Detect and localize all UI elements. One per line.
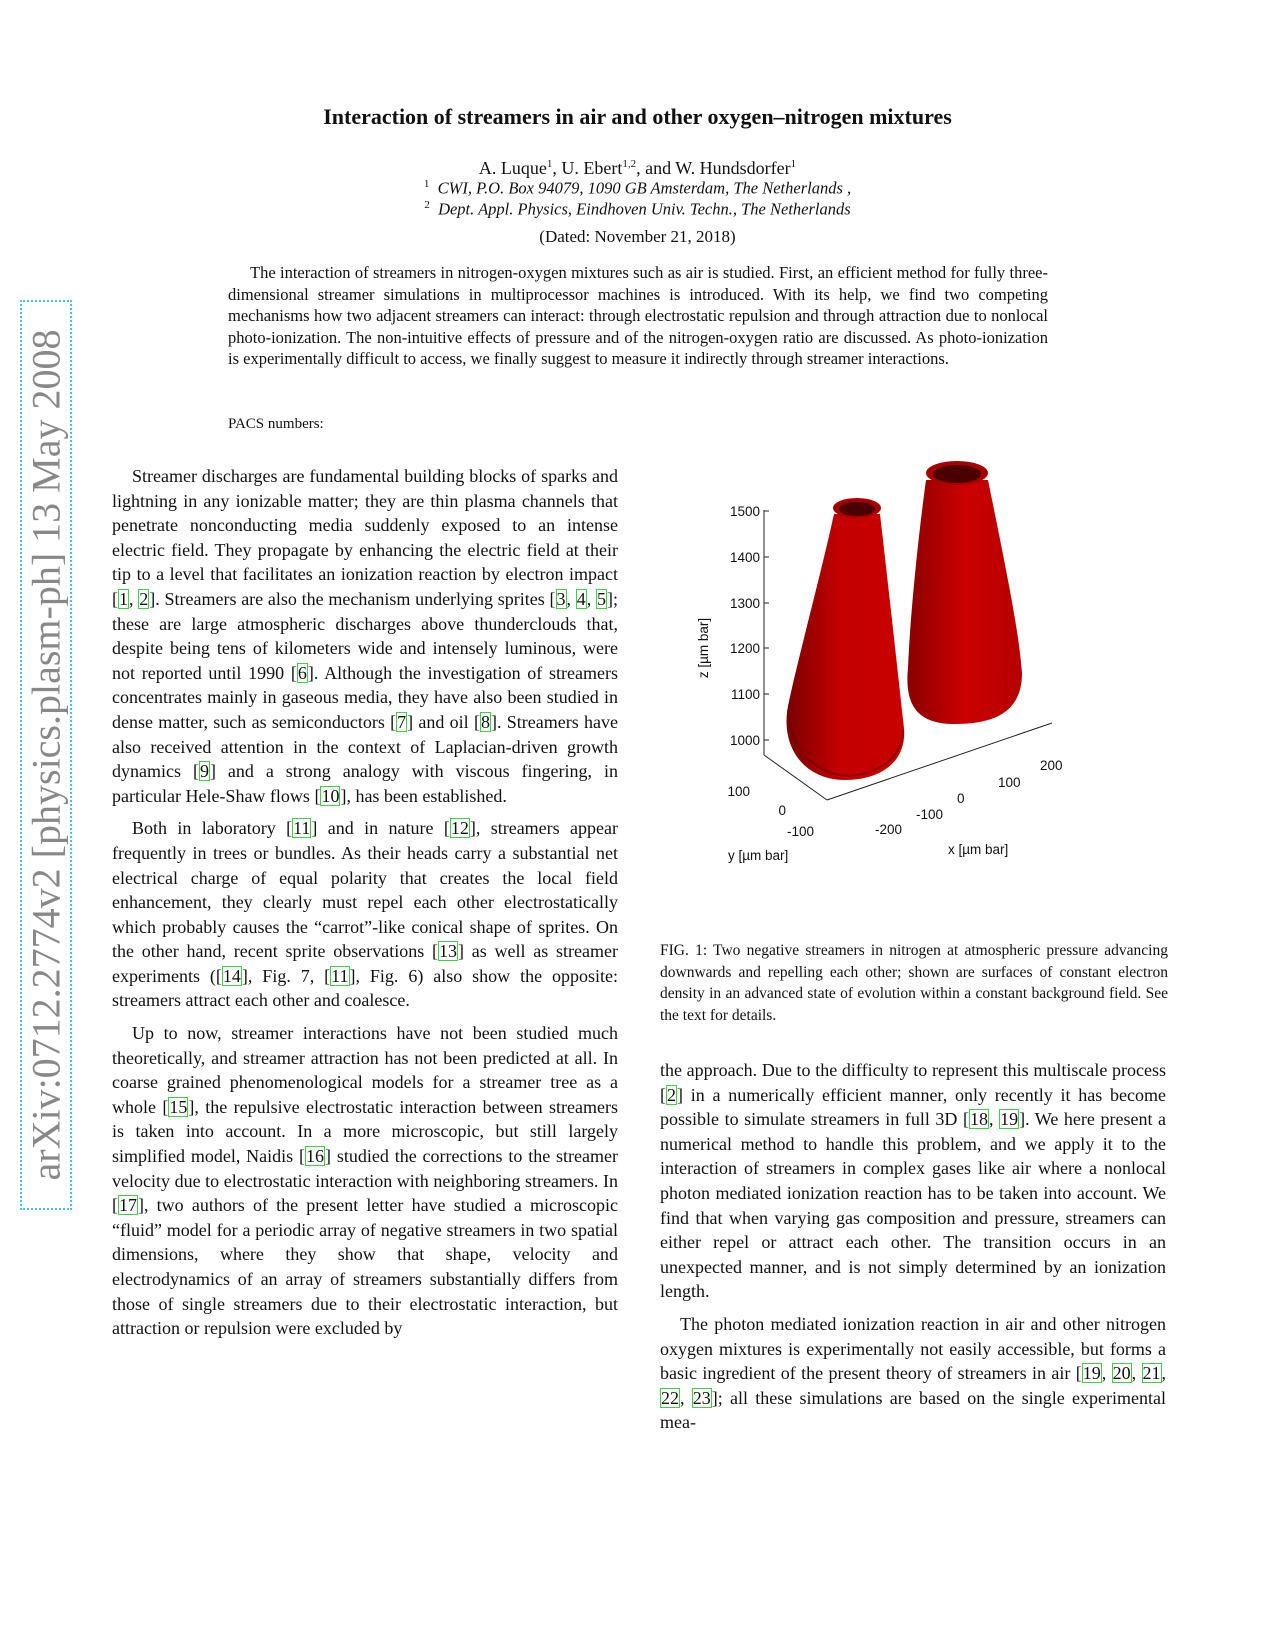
y-tick-0: 0 [778, 803, 786, 818]
x-tick-100: 100 [998, 775, 1021, 790]
text: Up to now, streamer interactions have not been studied much theoretically, and streamer attraction has not been predicted at all. In coarse grained phenomenological models for a streamer tree as a whole [112, 1023, 618, 1117]
citation-7[interactable]: 7 [397, 711, 407, 732]
sep: , [566, 588, 576, 609]
text: Streamer discharges are fundamental building blocks of sparks and lightning in any ionizable matter; they are thin plasma channels that penetrate nonconducting media suddenly exposed to an intense electric field. They propagate by enhancing the electric field at their tip to a level that facilitates an ionization reaction by electron impact [112, 466, 618, 585]
text: , has been established. [346, 785, 507, 806]
text: in a numerically efficient manner, only recently it has become possible to simulate streamers in full 3D [660, 1084, 1166, 1130]
z-axis-label: z [µm bar] [696, 617, 711, 679]
affiliation-2 [120, 199, 1155, 220]
citation-15[interactable]: 15 [169, 1096, 188, 1117]
z-tick-1500: 1500 [729, 504, 760, 519]
sep: , [1131, 1363, 1142, 1384]
citation-10[interactable]: 10 [321, 785, 340, 806]
text: , the repulsive electrostatic interaction between streamers is taken into account. In a more microscopic, but still largely simplified model, Naidis [112, 1096, 618, 1167]
x-tick-200: 200 [1040, 758, 1063, 773]
paragraph-photoionization: The photon mediated ionization reaction in air and other nitrogen oxygen mixtures is experimentally not easily accessible, but forms a basic ingredient of the present theory of streamers in air [19, 20, 21, 22, 23]; all these simulations are based on the single experimental mea- [660, 1313, 1167, 1433]
text: . Although the investigation of streamers concentrates mainly in gaseous media, they have also been studied in dense matter, such as semiconductors [112, 662, 618, 732]
citation-11[interactable]: 11 [293, 818, 311, 839]
citation-2[interactable]: 2 [667, 1084, 676, 1105]
x-tick-minus100: -100 [916, 807, 944, 822]
text: , Fig. 7, [247, 965, 325, 986]
arxiv-stamp[interactable] [20, 300, 72, 1210]
citation-21[interactable]: 21 [1142, 1363, 1161, 1384]
figure-1 [670, 458, 1140, 928]
affil-number: 1 [423, 178, 430, 190]
citation-6[interactable]: 6 [297, 662, 307, 683]
text: , Fig. 6) also show the opposite: streamers attract each other and coalesce. [112, 965, 618, 1011]
z-tick-1300: 1300 [729, 596, 760, 611]
y-axis-label: y [µm bar] [728, 848, 789, 863]
text: . Streamers have also received attention in the context of Laplacian-driven growth dynamics [112, 711, 619, 782]
citation-8[interactable]: 8 [480, 711, 490, 732]
z-tick-marks [764, 511, 769, 740]
streamer-right [907, 461, 1022, 724]
citation-2[interactable]: 2 [139, 588, 149, 609]
left-column [112, 464, 618, 1349]
text: studied the corrections to the streamer velocity due to electrostatic interaction with neighboring streamers. In [112, 1146, 619, 1191]
x-tick-minus200: -200 [875, 822, 903, 837]
citation-16[interactable]: 16 [306, 1146, 325, 1167]
affil-text: CWI, P.O. Box 94079, 1090 GB Amsterdam, The Netherlands , [437, 178, 852, 198]
paragraph-theory: Up to now, streamer interactions have not been studied much theoretically, and streamer attraction has not been predicted at all. In coarse grained phenomenological models for a streamer tree as a whole [15], the repulsive electrostatic interaction between streamers is taken into account. In a more microscopic, but still largely simplified model, Naidis [16] studied the corrections to the streamer velocity due to electrostatic interaction with neighboring streamers. In [17], two authors of the present letter have studied a microscopic “fluid” model for a periodic array of negative streamers in two spatial dimensions, where they show that shape, velocity and electrodynamics of an array of streamers substantially differs from those of single streamers due to their electrostatic interaction, but attraction or repulsion were excluded by [112, 1023, 619, 1339]
author-hundsdorfer: , and W. Hundsdorfer [636, 158, 791, 178]
citation-11[interactable]: 11 [331, 965, 349, 986]
z-tick-1000: 1000 [729, 733, 760, 748]
citation-13[interactable]: 13 [439, 941, 457, 962]
paper-title: Interaction of streamers in air and other oxygen–nitrogen mixtures [323, 104, 952, 129]
sep: , [988, 1109, 1000, 1130]
citation-14[interactable]: 14 [222, 965, 241, 986]
text: Both in laboratory [132, 818, 287, 839]
citation-4[interactable]: 4 [576, 588, 586, 609]
affil-number: 2 [424, 199, 430, 211]
arxiv-id[interactable]: arXiv:0712.2774v2 [physics.plasm-ph] 13 May 2008 [23, 329, 69, 1181]
citation-20[interactable]: 20 [1112, 1363, 1131, 1384]
citation-22[interactable]: 22 [661, 1387, 679, 1408]
figure-1-caption: FIG. 1: Two negative streamers in nitrogen at atmospheric pressure advancing downwards and repelling each other; shown are surfaces of constant electron density in an advanced state of evolution within a constant background field. See the text for details. [660, 942, 1168, 1024]
citation-1[interactable]: 1 [119, 588, 128, 609]
citation-17[interactable]: 17 [119, 1195, 137, 1216]
text: The photon mediated ionization reaction in air and other nitrogen oxygen mixtures is experimentally not easily accessible, but forms a basic ingredient of the present theory of streamers in air [660, 1313, 1166, 1384]
x-tick-0: 0 [957, 791, 965, 806]
citation-12[interactable]: 12 [450, 818, 469, 839]
citation-3[interactable]: 3 [556, 588, 566, 609]
streamer-3d-plot [670, 458, 1140, 928]
affil-text: Dept. Appl. Physics, Eindhoven Univ. Techn., The Netherlands [438, 199, 851, 219]
text: ; these are large atmospheric discharges above thunderclouds that, despite being tens of kilometers wide and intensely luminous, were not reported until 1990 [112, 588, 619, 683]
author-luque: A. Luque [478, 158, 547, 178]
affil-mark: 1,2 [622, 158, 637, 170]
citation-5[interactable]: 5 [597, 588, 607, 609]
x-axis-label: x [µm bar] [948, 842, 1009, 857]
sep: , [1161, 1363, 1167, 1384]
affiliation-1 [120, 178, 1155, 199]
z-tick-1100: 1100 [730, 687, 760, 702]
author-ebert: , U. Ebert [552, 158, 623, 178]
text: and oil [413, 711, 474, 732]
date-line: (Dated: November 21, 2018) [539, 227, 736, 246]
paragraph-intro: Streamer discharges are fundamental building blocks of sparks and lightning in any ionizable matter; they are thin plasma channels that penetrate nonconducting media suddenly exposed to an intense electric field. They propagate by enhancing the electric field at their tip to a level that facilitates an ionization reaction by electron impact [1, 2]. Streamers are also the mechanism underlying sprites [3, 4, 5]; these are large atmospheric discharges above thunderclouds that, despite being tens of kilometers wide and intensely luminous, were not reported until 1990 [6]. Although the investigation of streamers concentrates mainly in gaseous media, they have also been studied in dense matter, such as semiconductors [7] and oil [8]. Streamers have also received attention in the context of Laplacian-driven growth dynamics [9] and a strong analogy with viscous fingering, in particular Hele-Shaw flows [10], has been established. [112, 466, 619, 806]
sep: , [586, 588, 597, 609]
text: , streamers appear frequently in trees or bundles. As their heads carry a substantial net electrical charge of equal polarity that creates the local field enhancement, they clearly must repel each other electrostatically which probably causes the “carrot”-like conical shape of sprites. On the other hand, recent sprite observations [112, 818, 618, 962]
paragraph-approach: the approach. Due to the difficulty to represent this multiscale process [2] in a numerically efficient manner, only recently it has become possible to simulate streamers in full 3D [18, 19]. We here present a numerical method to handle this problem, and we apply it to the interaction of streamers in complex gases like air where a nonlocal photon mediated ionization reaction has to be taken into account. We find that when varying gas composition and pressure, streamers can either repel or attract each other. The transition occurs in an unexpected manner, and is not simply determined by an ionization length. [660, 1060, 1167, 1302]
y-tick-100: 100 [727, 784, 750, 799]
abstract: The interaction of streamers in nitrogen-oxygen mixtures such as air is studied. First, an efficient method for fully three-dimensional streamer simulations in multiprocessor machines is introduced. With its help, we find two competing mechanisms how two adjacent streamers can interact: through electrostatic repulsion and through attraction due to nonlocal photo-ionization. The non-intuitive effects of pressure and of the nitrogen-oxygen ratio are discussed. As photo-ionization is experimentally difficult to access, we finally suggest to measure it indirectly through streamer interactions. [228, 263, 1048, 368]
affil-mark: 1 [546, 158, 553, 170]
author-list [120, 158, 1155, 179]
text: the approach. Due to the difficulty to represent this multiscale process [660, 1060, 1166, 1080]
text: and in nature [317, 818, 444, 839]
text: ; all these simulations are based on the single experimental mea- [660, 1387, 1166, 1433]
z-tick-1400: 1400 [729, 550, 760, 565]
citation-19[interactable]: 19 [1000, 1109, 1019, 1130]
affil-mark: 1 [790, 158, 797, 170]
sep: , [129, 588, 139, 609]
z-tick-1200: 1200 [729, 641, 760, 656]
text: and a strong analogy with viscous fingering, in particular Hele-Shaw flows [112, 761, 618, 806]
pacs-numbers: PACS numbers: [228, 416, 324, 432]
text: . Streamers are also the mechanism underlying sprites [155, 588, 550, 609]
y-tick-minus100: -100 [786, 824, 814, 839]
right-column [660, 1058, 1166, 1443]
citation-9[interactable]: 9 [199, 761, 209, 782]
citation-19[interactable]: 19 [1082, 1363, 1101, 1384]
citation-18[interactable]: 18 [969, 1109, 988, 1130]
streamer-left [787, 498, 905, 780]
text: as well as streamer experiments ( [112, 941, 618, 986]
paragraph-bundles: Both in laboratory [11] and in nature [12], streamers appear frequently in trees or bundles. As their heads carry a substantial net electrical charge of equal polarity that creates the local field enhancement, they clearly must repel each other electrostatically which probably causes the “carrot”-like conical shape of sprites. On the other hand, recent sprite observations [13] as well as streamer experiments ([14], Fig. 7, [11], Fig. 6) also show the opposite: streamers attract each other and coalesce. [112, 818, 618, 1011]
sep: , [680, 1387, 692, 1408]
sep: , [1101, 1363, 1112, 1384]
text: . We here present a numerical method to handle this problem, and we apply it to the interaction of streamers in complex gases like air where a nonlocal photon mediated ionization reaction has to be taken into account. We find that when varying gas composition and pressure, streamers can either repel or attract each other. The transition occurs in an unexpected manner, and is not simply determined by an ionization length. [660, 1109, 1167, 1302]
citation-23[interactable]: 23 [692, 1387, 711, 1408]
text: , two authors of the present letter have studied a microscopic “fluid” model for a periodic array of negative streamers in two spatial dimensions, where they show that shape, velocity and electrodynamics of an array of streamers substantially differs from those of single streamers due to their electrostatic interaction, but attraction or repulsion were excluded by [112, 1195, 618, 1339]
